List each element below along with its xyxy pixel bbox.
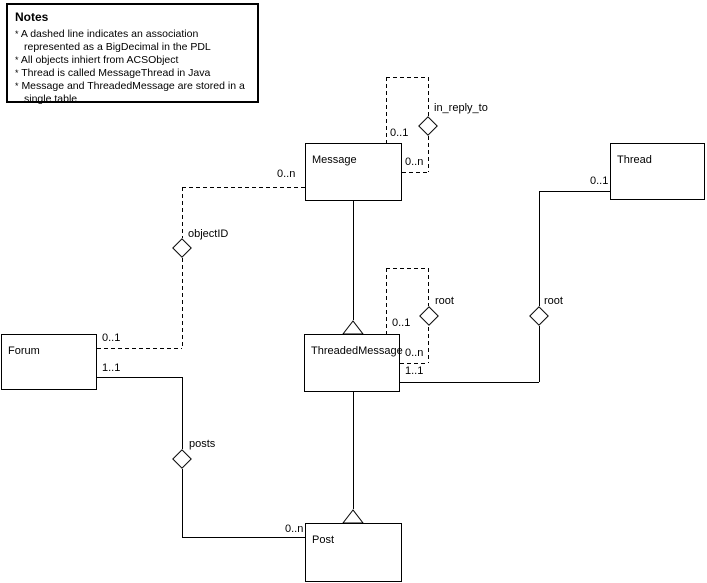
entity-message (305, 143, 402, 201)
multiplicity-posts-forum: 1..1 (102, 362, 121, 374)
inheritance-arrowhead-icon (342, 509, 364, 524)
diamond-icon (418, 116, 438, 136)
entity-label: Post (312, 534, 335, 546)
diamond-icon (419, 306, 439, 326)
association-label-root-thread: root (544, 295, 563, 307)
note-text: All objects inhiert from ACSObject (20, 54, 179, 66)
dashed-line-rootself-bottom (400, 363, 428, 364)
association-label-posts: posts (189, 438, 216, 450)
line-posts-post-horizontal (182, 537, 305, 538)
association-label-in-reply-to: in_reply_to (434, 102, 488, 114)
association-diamond-posts (172, 449, 192, 469)
entity-label: Message (312, 154, 357, 166)
note-text: A dashed line indicates an association represented as a BigDecimal in the PDL (20, 28, 211, 53)
association-diamond-objectid (172, 238, 192, 258)
dashed-line-inreplyto-bottom (402, 172, 428, 173)
dashed-line-inreplyto-right-top (428, 77, 429, 116)
multiplicity-posts-post: 0..n (285, 523, 304, 535)
dashed-line-rootself-left (386, 268, 387, 334)
multiplicity-objectid-forum: 0..1 (102, 332, 121, 344)
note-text: Message and ThreadedMessage are stored in a single table (21, 80, 245, 105)
dashed-line-rootself-right-top (428, 268, 429, 306)
bullet-marker: * (15, 68, 19, 78)
note-item (15, 54, 250, 67)
dashed-line-inreplyto-left (386, 77, 387, 143)
entity-label: Forum (8, 345, 40, 357)
dashed-line-inreplyto-right-bottom (428, 136, 429, 172)
line-message-threadedmessage (353, 201, 354, 320)
line-posts-vertical-bottom (182, 469, 183, 537)
association-diamond-root-self (419, 306, 439, 326)
line-forum-posts-horizontal (97, 377, 182, 378)
multiplicity-rootself-target: 0..n (405, 347, 424, 359)
association-diamond-in-reply-to (418, 116, 438, 136)
entity-threadedmessage (304, 334, 403, 392)
line-thread-root-vertical-bottom (539, 326, 540, 382)
entity-label: ThreadedMessage (311, 345, 403, 357)
notes-panel (6, 3, 259, 103)
diamond-icon (172, 449, 192, 469)
note-item (15, 28, 250, 54)
multiplicity-rootthread-threadedmessage: 1..1 (405, 365, 424, 377)
line-threadedmessage-post (353, 392, 354, 509)
line-thread-root-horizontal (539, 191, 610, 192)
dashed-line-objectid-message (182, 187, 305, 188)
dashed-line-objectid-forum (97, 348, 182, 349)
dashed-line-rootself-top (386, 268, 429, 269)
notes-title: Notes (15, 10, 49, 24)
multiplicity-objectid-message: 0..n (277, 168, 296, 180)
note-text: Thread is called MessageThread in Java (21, 67, 211, 79)
inheritance-arrowhead-icon (342, 320, 364, 335)
multiplicity-rootthread-thread: 0..1 (590, 175, 609, 187)
dashed-line-rootself-right-bottom (428, 327, 429, 363)
dashed-line-objectid-vertical-bottom (182, 258, 183, 348)
dashed-line-objectid-vertical-top (182, 187, 183, 238)
dashed-line-inreplyto-top (386, 77, 429, 78)
note-item (15, 80, 250, 106)
multiplicity-rootself-source: 0..1 (392, 317, 411, 329)
multiplicity-inreplyto-source: 0..1 (390, 127, 409, 139)
entity-label: Thread (617, 154, 652, 166)
association-label-objectid: objectID (188, 228, 229, 240)
line-posts-vertical-top (182, 377, 183, 449)
diamond-icon (172, 238, 192, 258)
association-label-root-self: root (435, 295, 454, 307)
entity-post (305, 523, 402, 582)
multiplicity-inreplyto-target: 0..n (405, 156, 424, 168)
bullet-marker: * (15, 55, 19, 65)
notes-list (15, 28, 250, 106)
association-diamond-root-thread (529, 306, 549, 326)
bullet-marker: * (15, 81, 19, 91)
line-root-threadedmessage-horizontal (400, 382, 539, 383)
entity-forum (1, 334, 97, 390)
entity-thread (610, 143, 705, 200)
line-thread-root-vertical-top (539, 191, 540, 306)
bullet-marker: * (15, 29, 19, 39)
note-item (15, 67, 250, 80)
diamond-icon (529, 306, 549, 326)
